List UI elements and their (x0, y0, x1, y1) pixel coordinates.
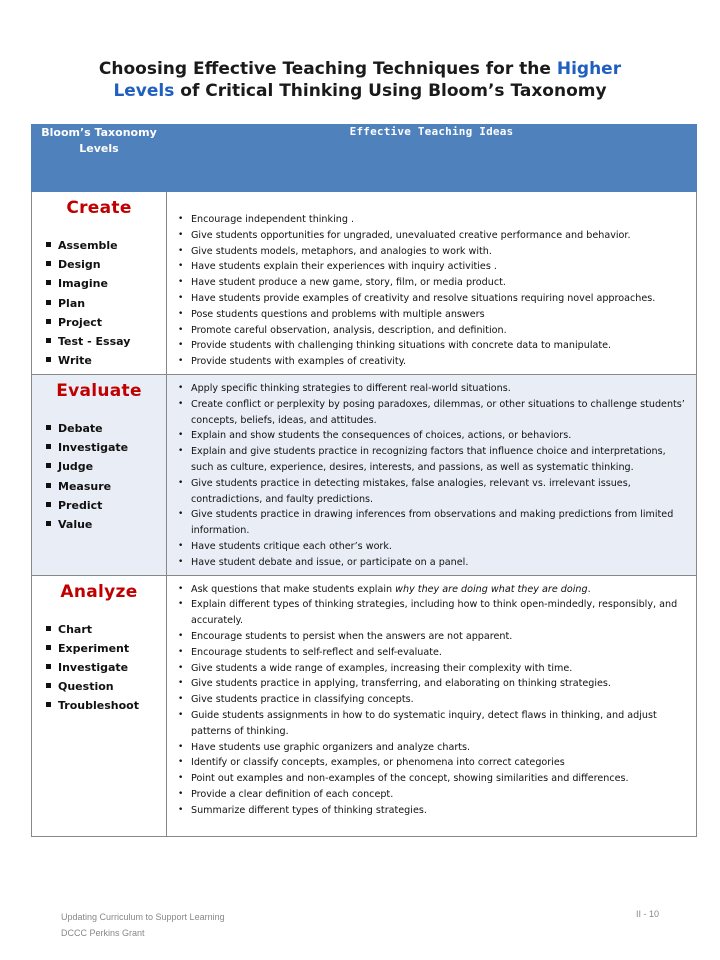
level-title: Create (66, 198, 132, 218)
idea-item: • Have students critique each other’s work. (177, 539, 690, 555)
idea-item: • Promote careful observation, analysis, description, and definition. (177, 323, 690, 339)
footer (61, 909, 225, 941)
idea-item: • Give students models, metaphors, and analogies to work with. (177, 244, 690, 260)
title-part2: of Critical Thinking Using Bloom’s Taxonomy (174, 81, 607, 101)
idea-item: • Encourage students to self-reflect and self-evaluate. (177, 645, 690, 661)
level-cell (32, 575, 167, 837)
idea-item: • Guide students assignments in how to do systematic inquiry, detect flaws in thinking, and adjust patterns of thinking. (177, 708, 690, 740)
idea-item: • Explain different types of thinking strategies, including how to think open-mindedly, responsibly, and accurately. (177, 597, 690, 629)
taxonomy-row (32, 192, 697, 375)
footer-line2: DCCC Perkins Grant (61, 928, 145, 938)
verb-item: Project (44, 313, 166, 332)
taxonomy-row (32, 374, 697, 575)
verb-item: Investigate (44, 658, 166, 677)
verb-item: Plan (44, 294, 166, 313)
verb-item: Predict (44, 496, 166, 515)
idea-item: • Pose students questions and problems with multiple answers (177, 307, 690, 323)
idea-item: • Provide students with challenging thinking situations with concrete data to manipulate. (177, 338, 690, 354)
verb-list (32, 419, 166, 534)
idea-item: • Give students practice in detecting mistakes, false analogies, relevant vs. irrelevant issues, contradictions, and faulty predictions. (177, 476, 690, 508)
verb-item: Assemble (44, 236, 166, 255)
verb-list (32, 236, 166, 370)
idea-item: • Have students explain their experiences with inquiry activities . (177, 259, 690, 275)
verb-list (32, 620, 166, 716)
taxonomy-table (31, 124, 697, 837)
page-title (40, 58, 680, 102)
ideas-cell (167, 575, 697, 837)
verb-item: Write (44, 351, 166, 370)
idea-item: • Ask questions that make students explain why they are doing what they are doing. (177, 582, 690, 598)
level-cell (32, 192, 167, 375)
ideas-cell (167, 192, 697, 375)
idea-item: • Point out examples and non-examples of the concept, showing similarities and differences. (177, 771, 690, 787)
title-part1: Choosing Effective Teaching Techniques for the (98, 59, 557, 79)
idea-item: • Explain and give students practice in recognizing factors that influence choice and interpretations, such as culture, experience, desires, interests, and passions, as well as systematic thinking. (177, 444, 690, 476)
taxonomy-row (32, 575, 697, 837)
header-levels: Bloom’s Taxonomy Levels (32, 125, 167, 192)
footer-line1: Updating Curriculum to Support Learning (61, 912, 225, 922)
ideas-list (167, 381, 696, 571)
idea-item: • Give students practice in drawing inferences from observations and making predictions from limited information. (177, 507, 690, 539)
idea-item: • Encourage independent thinking . (177, 212, 690, 228)
ideas-cell (167, 374, 697, 575)
idea-item: • Have students use graphic organizers and analyze charts. (177, 740, 690, 756)
verb-item: Chart (44, 620, 166, 639)
verb-item: Value (44, 515, 166, 534)
title-highlight-higher: Higher (556, 59, 622, 79)
idea-item: • Give students a wide range of examples, increasing their complexity with time. (177, 661, 690, 677)
verb-item: Debate (44, 419, 166, 438)
idea-item: • Give students opportunities for ungraded, unevaluated creative performance and behavior. (177, 228, 690, 244)
idea-item: • Have student debate and issue, or participate on a panel. (177, 555, 690, 571)
idea-item: • Give students practice in classifying concepts. (177, 692, 690, 708)
table-header-row (32, 125, 697, 192)
idea-item: • Have students provide examples of creativity and resolve situations requiring novel approaches. (177, 291, 690, 307)
verb-item: Troubleshoot (44, 696, 166, 715)
level-cell (32, 374, 167, 575)
idea-item: • Create conflict or perplexity by posing paradoxes, dilemmas, or other situations to challenge students’ concepts, beliefs, ideas, and attitudes. (177, 397, 690, 429)
idea-item: • Encourage students to persist when the answers are not apparent. (177, 629, 690, 645)
verb-item: Judge (44, 457, 166, 476)
verb-item: Test - Essay (44, 332, 166, 351)
verb-item: Imagine (44, 274, 166, 293)
title-highlight-levels: Levels (113, 81, 175, 101)
idea-item: • Give students practice in applying, transferring, and elaborating on thinking strategies. (177, 676, 690, 692)
idea-item: • Explain and show students the consequences of choices, actions, or behaviors. (177, 428, 690, 444)
verb-item: Investigate (44, 438, 166, 457)
ideas-list (167, 582, 696, 819)
idea-item: • Summarize different types of thinking strategies. (177, 803, 690, 819)
idea-item: • Have student produce a new game, story, film, or media product. (177, 275, 690, 291)
level-title: Evaluate (56, 380, 142, 401)
header-ideas: Effective Teaching Ideas (167, 125, 697, 192)
verb-item: Experiment (44, 639, 166, 658)
verb-item: Design (44, 255, 166, 274)
idea-item: • Identify or classify concepts, examples, or phenomena into correct categories (177, 755, 690, 771)
idea-item: • Provide students with examples of creativity. (177, 354, 690, 370)
page-number: II - 10 (636, 909, 660, 919)
verb-item: Measure (44, 477, 166, 496)
level-title: Analyze (60, 581, 138, 602)
idea-item: • Provide a clear definition of each concept. (177, 787, 690, 803)
idea-item: • Apply specific thinking strategies to different real-world situations. (177, 381, 690, 397)
verb-item: Question (44, 677, 166, 696)
ideas-list (167, 212, 696, 370)
